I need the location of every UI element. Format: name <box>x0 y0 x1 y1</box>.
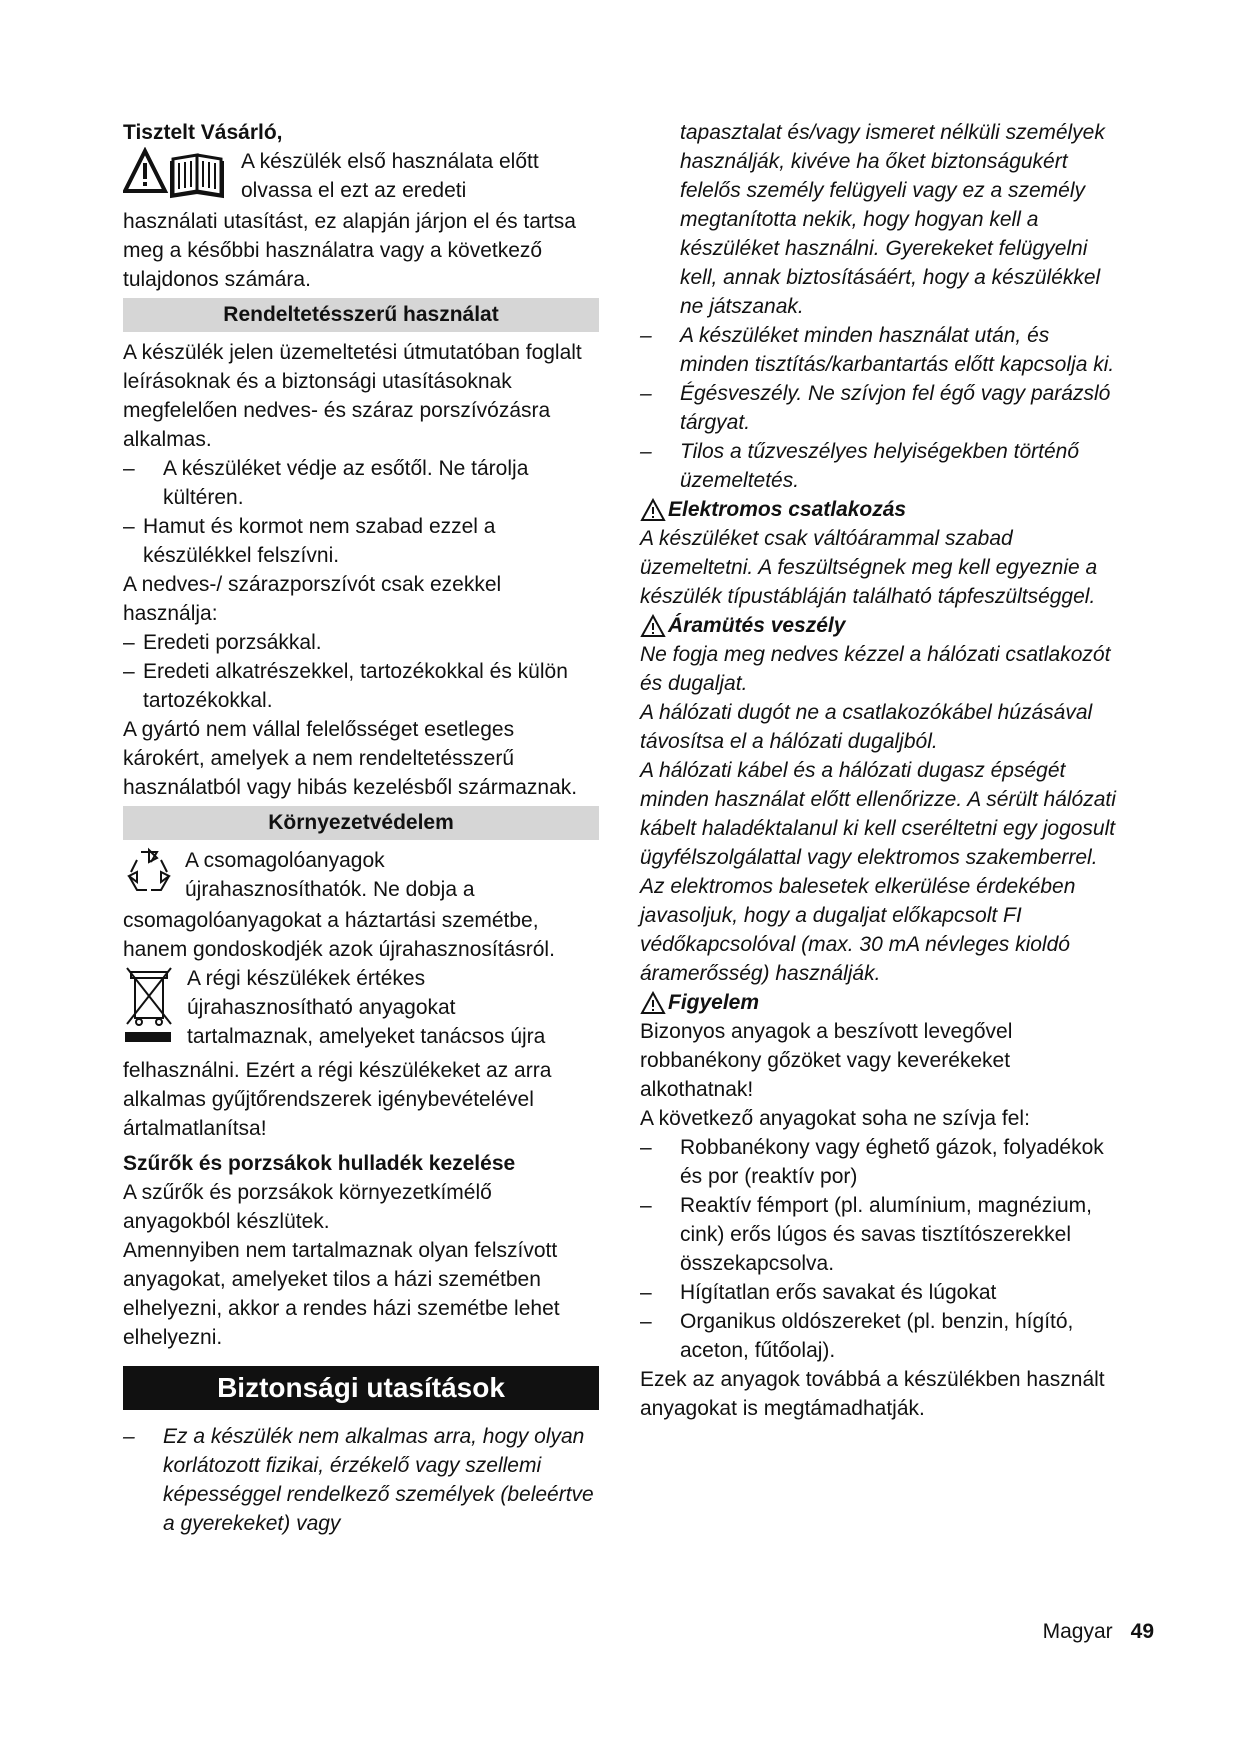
warning-icon <box>640 614 666 638</box>
recycle-icon <box>123 846 175 906</box>
recycle-line-1: A csomagolóanyagok <box>185 849 385 872</box>
warning-manual-icon <box>123 147 231 207</box>
recycle-text: csomagolóanyagokat a háztartási szemétbe, hanem gondoskodjék azok újrahasznosításról. <box>123 909 555 961</box>
list-item: – Ez a készülék nem alkalmas arra, hogy olyan korlátozott fizikai, érzékelő vagy szellemi képességgel rendelkező személyek (beleértve a gyerekeket) vagy <box>123 1425 594 1535</box>
shock-text-3: A hálózati kábel és a hálózati dugasz épségét minden használat előtt ellenőrizze. A sérült hálózati kábelt haladéktalanul ki kell cseréltetni egy jogosult ügyfélszolgálattal vagy elektromos szakemberrel. <box>640 759 1116 869</box>
page-number: 49 <box>1130 1620 1154 1643</box>
list-item: – Tilos a tűzveszélyes helyiségekben történő üzemeltetés. <box>640 440 1080 492</box>
warning-icon <box>640 498 666 522</box>
footer-language: Magyar <box>1042 1620 1113 1643</box>
list-item: – Reaktív fémport (pl. alumínium, magnézium, cink) erős lúgos és savas tisztítószerekkel összekapcsolva. <box>640 1194 1092 1275</box>
shock-text-4: Az elektromos balesetek elkerülése érdekében javasoljuk, hogy a dugaljat előkapcsolt FI védőkapcsolóval (max. 30 mA névleges kioldó áramerősség) használják. <box>640 875 1076 985</box>
shock-heading <box>640 611 1118 640</box>
intro-block <box>123 147 599 207</box>
list-item: – Robbanékony vagy éghető gázok, folyadékok és por (reaktív por) <box>640 1136 1104 1188</box>
crossed-bin-icon <box>123 964 175 1056</box>
intro-text: használati utasítást, ez alapján járjon el és tartsa meg a későbbi használatra vagy a következő tulajdonos számára. <box>123 210 576 291</box>
list-item: – Hígítatlan erős savakat és lúgokat <box>640 1281 997 1304</box>
attention-text-1: Bizonyos anyagok a beszívott levegővel robbanékony gőzöket vagy keverékeket alkothatnak! <box>640 1020 1013 1101</box>
shock-text-1: Ne fogja meg nedves kézzel a hálózati csatlakozót és dugaljat. <box>640 643 1111 695</box>
left-column <box>123 118 599 1538</box>
warning-icon <box>640 991 666 1015</box>
weee-line-3: tartalmaznak, amelyeket tanácsos újra <box>187 1025 546 1048</box>
shock-title: Áramütés veszély <box>668 614 846 637</box>
section-title-safety: Biztonsági utasítások <box>123 1366 599 1410</box>
intro-line-2: olvassa el ezt az eredeti <box>241 179 467 202</box>
list-item: – Hamut és kormot nem szabad ezzel a készülékkel felszívni. <box>123 515 496 567</box>
attention-title: Figyelem <box>668 991 760 1014</box>
recycle-block <box>123 846 599 906</box>
intro-line-1: A készülék első használata előtt <box>241 150 539 173</box>
list-item: – A készüléket védje az esőtől. Ne tárolja kültéren. <box>123 457 529 509</box>
filter-text-1: A szűrők és porzsákok környezetkímélő anyagokból készlütek. <box>123 1181 492 1233</box>
usage-condition-text: A nedves-/ szárazporszívót csak ezekkel használja: <box>123 573 502 625</box>
greeting: Tisztelt Vásárló, <box>123 121 283 144</box>
electrical-title: Elektromos csatlakozás <box>668 498 907 521</box>
electrical-text: A készüléket csak váltóárammal szabad üzemeltetni. A feszültségnek meg kell egyeznie a készülék típustábláján található tápfeszültséggel. <box>640 527 1098 608</box>
attention-heading <box>640 988 1118 1017</box>
weee-line-1: A régi készülékek értékes <box>187 967 426 990</box>
weee-line-2: újrahasznosítható anyagokat <box>187 996 456 1019</box>
list-item: – Égésveszély. Ne szívjon fel égő vagy parázsló tárgyat. <box>640 382 1111 434</box>
section-title-environment: Környezetvédelem <box>123 806 599 840</box>
electrical-heading <box>640 495 1118 524</box>
attention-text-3: Ezek az anyagok továbbá a készülékben használt anyagokat is megtámadhatják. <box>640 1368 1105 1420</box>
list-item: – Organikus oldószereket (pl. benzin, hígító, aceton, fűtőolaj). <box>640 1310 1074 1362</box>
liability-text: A gyártó nem vállal felelősséget esetleges károkért, amelyek a nem rendeltetésszerű használatból vagy hibás kezelésből származnak. <box>123 718 578 799</box>
supervision-text: tapasztalat és/vagy ismeret nélküli személyek használják, kivéve ha őket biztonságukért felelős személy felügyeli vagy ez a személy megtanította nekik, hogy hogyan kell a készüléket használni. Gyerekeket felügyelni kell, annak biztosításáért, hogy a készülékkel ne játszanak. <box>680 121 1105 318</box>
list-item: – Eredeti alkatrészekkel, tartozékokkal és külön tartozékokkal. <box>123 660 568 712</box>
shock-text-2: A hálózati dugót ne a csatlakozókábel húzásával távosítsa el a hálózati dugaljból. <box>640 701 1093 753</box>
filter-title: Szűrők és porzsákok hulladék kezelése <box>123 1152 516 1175</box>
section-title-intended-use: Rendeltetésszerű használat <box>123 298 599 332</box>
page-footer <box>1043 1620 1154 1644</box>
list-item: – A készüléket minden használat után, és minden tisztítás/karbantartás előtt kapcsolja ki. <box>640 324 1115 376</box>
intended-use-text: A készülék jelen üzemeltetési útmutatóban foglalt leírásoknak és a biztonsági utasításoknak megfelelően nedves- és száraz porszívózásra alkalmas. <box>123 341 582 451</box>
weee-block <box>123 964 599 1056</box>
weee-text: felhasználni. Ezért a régi készülékeket az arra alkalmas gyűjtőrendszerek igénybevételével ártalmatlanítsa! <box>123 1059 552 1140</box>
list-item: – Eredeti porzsákkal. <box>123 631 322 654</box>
right-column <box>640 118 1118 1423</box>
filter-text-2: Amennyiben nem tartalmaznak olyan felszívott anyagokat, amelyeket tilos a házi szemétben elhelyezni, akkor a rendes házi szemétbe lehet elhelyezni. <box>123 1239 560 1349</box>
attention-text-2: A következő anyagokat soha ne szívja fel: <box>640 1107 1030 1130</box>
recycle-line-2: újrahasznosíthatók. Ne dobja a <box>185 878 475 901</box>
